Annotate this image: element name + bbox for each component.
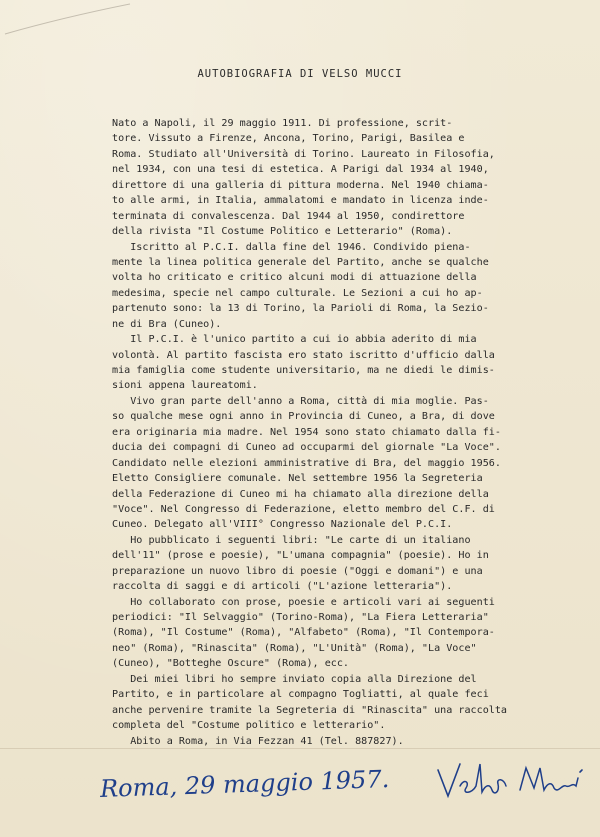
text-line: sioni appena laureatomi. [112,380,258,392]
text-line: anche pervenire tramite la Segreteria di "Rinascita" una raccolta [112,704,508,716]
text-line: medesima, specie nel campo culturale. Le Sezioni a cui ho ap- [112,287,483,299]
text-line: ducia dei compagni di Cuneo ad occuparmi del giornale "La Voce". [112,442,501,454]
text-line: volontà. Al partito fascista ero stato iscritto d'ufficio dalla [112,349,495,361]
text-line: Eletto Consigliere comunale. Nel settembre 1956 la Segreteria [112,473,483,485]
text-line: tore. Vissuto a Firenze, Ancona, Torino, Parigi, Basilea e [112,133,465,145]
text-line: della rivista "Il Costume Politico e Letterario" (Roma). [112,226,453,238]
text-line: raccolta di saggi e di articoli ("L'azione letteraria"). [112,581,453,593]
text-line: Partito, e in particolare al compagno Togliatti, al quale feci [112,689,489,701]
text-line: (Roma), "Il Costume" (Roma), "Alfabeto" (Roma), "Il Contempora- [112,627,495,639]
text-line: Roma. Studiato all'Università di Torino. Laureato in Filosofia, [112,148,495,160]
text-line: Cuneo. Delegato all'VIII° Congresso Nazionale del P.C.I. [112,519,453,531]
text-line: terminata di convalescenza. Dal 1944 al 1950, condirettore [112,210,465,222]
text-line: periodici: "Il Selvaggio" (Torino-Roma), "La Fiera Letteraria" [112,612,489,623]
text-line: Candidato nelle elezioni amministrative di Bra, del maggio 1956. [112,457,501,469]
text-line: ne di Bra (Cuneo). [112,318,222,330]
text-line: nel 1934, con una tesi di estetica. A Parigi dal 1934 al 1940, [112,164,489,176]
text-line: mente la linea politica generale del Partito, anche se qualche [112,256,489,268]
text-line: "Voce". Nel Congresso di Federazione, eletto membro del C.F. di [112,503,495,515]
text-line: era originaria mia madre. Nel 1954 sono stato chiamato dalla fi- [112,426,501,438]
paper-fold [0,748,600,749]
handwritten-signature [430,756,590,806]
text-line: partenuto sono: la 13 di Torino, la Parioli di Roma, la Sezio- [112,303,489,315]
pencil-mark [0,0,140,40]
signature-text [430,756,590,806]
text-line: Ho pubblicato i seguenti libri: "Le carte di un italiano [112,534,471,546]
text-line: (Cuneo), "Botteghe Oscure" (Roma), ecc. [112,658,350,670]
text-line: so qualche mese ogni anno in Provincia di Cuneo, a Bra, di dove [112,411,495,423]
text-line: dell'11" (prose e poesie), "L'umana compagnia" (poesie). Ho in [112,550,489,562]
text-line: volta ho criticato e critico alcuni modi di attuazione della [112,272,477,284]
text-line: completa del "Costume politico e letterario". [112,720,386,732]
text-line: della Federazione di Cuneo mi ha chiamato alla direzione della [112,488,489,500]
handwritten-place-date: Roma, 29 maggio 1957. [99,764,390,804]
text-line: direttore di una galleria di pittura moderna. Nel 1940 chiama- [112,179,489,191]
text-line: Iscritto al P.C.I. dalla fine del 1946. Condivido piena- [112,241,471,253]
text-line: Ho collaborato con prose, poesie e articoli vari ai seguenti [112,596,495,608]
text-line: Vivo gran parte dell'anno a Roma, città di mia moglie. Pas- [112,395,489,407]
text-line: preparazione un nuovo libro di poesie ("Oggi e domani") e una [112,565,483,577]
text-line: mia famiglia come studente universitario, ma ne diedi le dimis- [112,365,495,376]
text-line: Nato a Napoli, il 29 maggio 1911. Di professione, scrit- [112,118,453,129]
text-line: Il P.C.I. è l'unico partito a cui io abbia aderito di mia [112,334,477,346]
text-line: to alle armi, in Italia, ammalatomi e mandato in licenza inde- [112,195,489,207]
text-line: Dei miei libri ho sempre inviato copia alla Direzione del [112,673,477,685]
document-title: AUTOBIOGRAFIA DI VELSO MUCCI [197,68,403,80]
typewritten-body [112,116,592,749]
text-line: neo" (Roma), "Rinascita" (Roma), "L'Unità" (Roma), "La Voce" [112,642,477,654]
text-line: Abito a Roma, in Via Fezzan 41 (Tel. 887827). [112,735,404,747]
